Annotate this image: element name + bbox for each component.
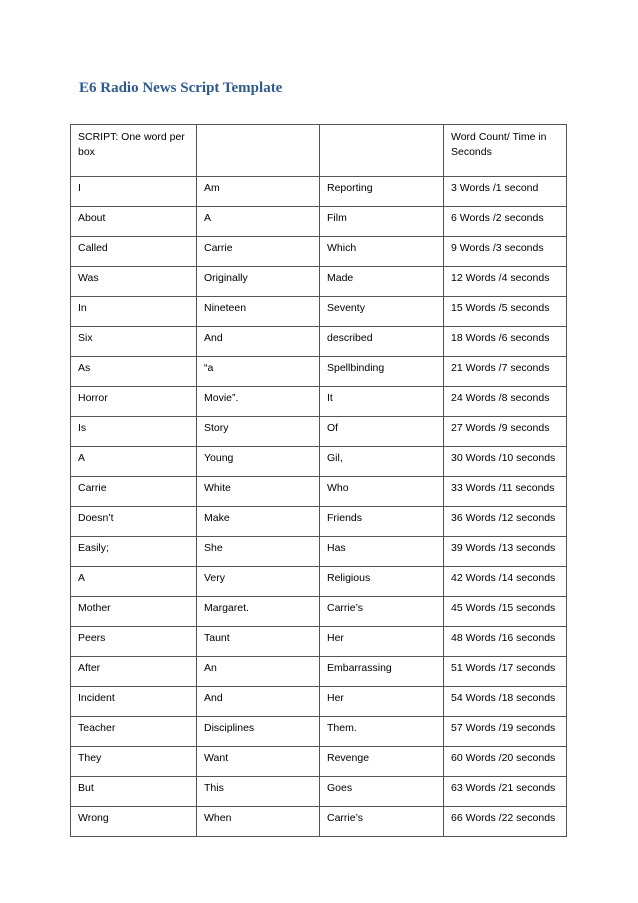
header-cell-blank-2	[320, 125, 444, 177]
word-cell-1: Is	[71, 417, 197, 447]
word-cell-2: White	[197, 477, 320, 507]
word-count-cell: 42 Words /14 seconds	[444, 567, 567, 597]
word-cell-1: In	[71, 297, 197, 327]
word-cell-1: About	[71, 207, 197, 237]
word-count-cell: 54 Words /18 seconds	[444, 687, 567, 717]
word-cell-1: After	[71, 657, 197, 687]
word-cell-1: Easily;	[71, 537, 197, 567]
word-cell-3: Reporting	[320, 177, 444, 207]
table-row	[71, 567, 567, 597]
word-cell-3: Has	[320, 537, 444, 567]
word-count-cell: 21 Words /7 seconds	[444, 357, 567, 387]
word-cell-1: Teacher	[71, 717, 197, 747]
table-row	[71, 597, 567, 627]
table-row	[71, 807, 567, 837]
word-cell-2: When	[197, 807, 320, 837]
table-row	[71, 507, 567, 537]
word-cell-3: Of	[320, 417, 444, 447]
script-table	[70, 124, 567, 837]
table-row	[71, 657, 567, 687]
word-cell-2: A	[197, 207, 320, 237]
word-cell-2: Disciplines	[197, 717, 320, 747]
word-count-cell: 60 Words /20 seconds	[444, 747, 567, 777]
word-count-cell: 66 Words /22 seconds	[444, 807, 567, 837]
word-count-cell: 51 Words /17 seconds	[444, 657, 567, 687]
word-cell-3: Carrie’s	[320, 597, 444, 627]
word-cell-3: Embarrassing	[320, 657, 444, 687]
table-row	[71, 207, 567, 237]
header-cell-word-count: Word Count/ Time in Seconds	[444, 125, 567, 177]
table-row	[71, 747, 567, 777]
word-cell-2: Taunt	[197, 627, 320, 657]
header-cell-blank-1	[197, 125, 320, 177]
word-cell-2: Carrie	[197, 237, 320, 267]
header-row	[71, 125, 567, 177]
word-cell-1: As	[71, 357, 197, 387]
word-cell-2: Make	[197, 507, 320, 537]
word-count-cell: 63 Words /21 seconds	[444, 777, 567, 807]
word-count-cell: 18 Words /6 seconds	[444, 327, 567, 357]
word-cell-3: Religious	[320, 567, 444, 597]
word-cell-3: Made	[320, 267, 444, 297]
table-row	[71, 357, 567, 387]
word-cell-2: And	[197, 327, 320, 357]
word-cell-1: Incident	[71, 687, 197, 717]
table-row	[71, 267, 567, 297]
word-cell-2: Nineteen	[197, 297, 320, 327]
word-cell-2: And	[197, 687, 320, 717]
word-cell-1: I	[71, 177, 197, 207]
word-cell-1: Horror	[71, 387, 197, 417]
word-cell-3: Which	[320, 237, 444, 267]
word-cell-1: A	[71, 567, 197, 597]
word-cell-3: Revenge	[320, 747, 444, 777]
word-cell-3: Who	[320, 477, 444, 507]
word-count-cell: 15 Words /5 seconds	[444, 297, 567, 327]
word-count-cell: 27 Words /9 seconds	[444, 417, 567, 447]
word-cell-1: Was	[71, 267, 197, 297]
word-cell-1: Carrie	[71, 477, 197, 507]
word-count-cell: 30 Words /10 seconds	[444, 447, 567, 477]
word-cell-3: Them.	[320, 717, 444, 747]
word-cell-3: It	[320, 387, 444, 417]
word-count-cell: 36 Words /12 seconds	[444, 507, 567, 537]
word-cell-3: Goes	[320, 777, 444, 807]
table-row	[71, 627, 567, 657]
word-cell-3: Her	[320, 627, 444, 657]
word-cell-2: Very	[197, 567, 320, 597]
word-cell-1: Six	[71, 327, 197, 357]
word-cell-1: But	[71, 777, 197, 807]
table-row	[71, 537, 567, 567]
word-cell-2: She	[197, 537, 320, 567]
word-cell-2: Story	[197, 417, 320, 447]
word-cell-1: Mother	[71, 597, 197, 627]
table-row	[71, 297, 567, 327]
document-title: E6 Radio News Script Template	[79, 80, 283, 96]
word-cell-2: Am	[197, 177, 320, 207]
word-cell-3: Film	[320, 207, 444, 237]
word-count-cell: 24 Words /8 seconds	[444, 387, 567, 417]
word-cell-2: Margaret.	[197, 597, 320, 627]
table-row	[71, 417, 567, 447]
table-row	[71, 387, 567, 417]
word-cell-1: A	[71, 447, 197, 477]
table-row	[71, 477, 567, 507]
word-cell-3: Seventy	[320, 297, 444, 327]
table-row	[71, 447, 567, 477]
word-count-cell: 6 Words /2 seconds	[444, 207, 567, 237]
word-cell-3: Her	[320, 687, 444, 717]
table-row	[71, 717, 567, 747]
word-count-cell: 12 Words /4 seconds	[444, 267, 567, 297]
word-cell-3: Carrie’s	[320, 807, 444, 837]
word-cell-3: Spellbinding	[320, 357, 444, 387]
word-cell-1: Doesn’t	[71, 507, 197, 537]
table-row	[71, 777, 567, 807]
word-cell-1: They	[71, 747, 197, 777]
word-cell-2: Young	[197, 447, 320, 477]
word-cell-2: Originally	[197, 267, 320, 297]
word-cell-2: Movie”.	[197, 387, 320, 417]
table-row	[71, 687, 567, 717]
word-cell-3: Gil,	[320, 447, 444, 477]
word-cell-3: described	[320, 327, 444, 357]
word-cell-1: Peers	[71, 627, 197, 657]
word-cell-3: Friends	[320, 507, 444, 537]
word-count-cell: 33 Words /11 seconds	[444, 477, 567, 507]
word-cell-1: Called	[71, 237, 197, 267]
table-row	[71, 327, 567, 357]
word-cell-2: An	[197, 657, 320, 687]
word-count-cell: 39 Words /13 seconds	[444, 537, 567, 567]
word-count-cell: 3 Words /1 second	[444, 177, 567, 207]
word-cell-1: Wrong	[71, 807, 197, 837]
word-cell-2: “a	[197, 357, 320, 387]
table-row	[71, 177, 567, 207]
word-cell-2: This	[197, 777, 320, 807]
word-count-cell: 57 Words /19 seconds	[444, 717, 567, 747]
word-count-cell: 45 Words /15 seconds	[444, 597, 567, 627]
word-cell-2: Want	[197, 747, 320, 777]
word-count-cell: 9 Words /3 seconds	[444, 237, 567, 267]
word-count-cell: 48 Words /16 seconds	[444, 627, 567, 657]
script-table-body	[71, 125, 567, 837]
header-cell-script: SCRIPT: One word per box	[71, 125, 197, 177]
table-row	[71, 237, 567, 267]
